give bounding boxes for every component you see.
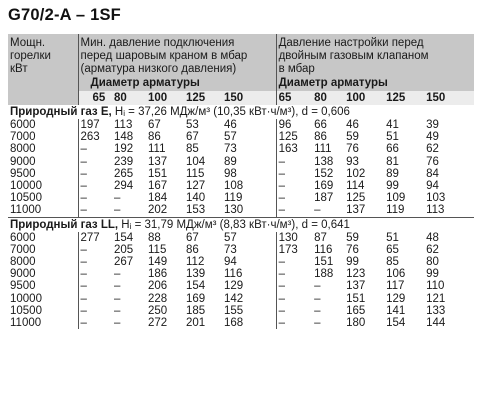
setting-pressure-cell: – <box>276 180 312 192</box>
diameter-min-125: 125 <box>184 91 222 105</box>
burner-power-cell: 10500 <box>10 304 42 317</box>
table-row <box>8 204 474 217</box>
setting-pressure-cell: 133 <box>426 304 446 317</box>
diameter-min-80: 80 <box>112 91 146 105</box>
setting-pressure-cell: 117 <box>386 280 405 293</box>
setting-pressure-cell: – <box>276 268 312 280</box>
setting-pressure-cell: 113 <box>426 204 445 217</box>
min-pressure-cell: 46 <box>224 119 237 131</box>
table-row <box>8 293 474 305</box>
min-pressure-cell: – <box>78 192 112 204</box>
diameter-set-80: 80 <box>312 91 344 105</box>
min-pressure-cell: 206 <box>148 280 168 293</box>
setting-pressure-cell: 59 <box>346 231 359 244</box>
min-pressure-cell: 205 <box>114 243 134 256</box>
min-pressure-cell: 168 <box>224 317 244 330</box>
setting-pressure-cell: 123 <box>346 268 366 281</box>
setting-pressure-cell: 130 <box>276 232 312 244</box>
min-pressure-cell: 89 <box>224 155 237 168</box>
min-pressure-cell: 267 <box>114 256 134 269</box>
setting-pressure-cell: 76 <box>346 143 359 156</box>
setting-pressure-cell: – <box>314 204 321 217</box>
min-pressure-cell: 137 <box>148 155 168 168</box>
min-pressure-header: Мин. давление подключения перед шаровым краном в мбар (арматура низкого давления) <box>78 34 276 76</box>
setting-pressure-cell: 94 <box>426 180 439 193</box>
min-pressure-cell: – <box>78 180 112 192</box>
min-pressure-cell: 57 <box>224 231 237 244</box>
table-row <box>8 244 474 256</box>
burner-power-cell: 10000 <box>10 180 42 193</box>
min-pressure-cell: 86 <box>148 131 161 144</box>
table-header-row <box>8 34 474 76</box>
table-row <box>8 268 474 280</box>
diameter-set-150: 150 <box>424 91 474 105</box>
setting-pressure-cell: 65 <box>386 243 399 256</box>
min-pressure-cell: 239 <box>114 155 134 168</box>
page-title: G70/2-A – 1SF <box>8 6 121 24</box>
setting-pressure-cell: 187 <box>314 192 334 205</box>
setting-pressure-cell: 39 <box>426 119 439 131</box>
burner-power-cell: 11000 <box>10 317 42 330</box>
burner-power-cell: 6000 <box>10 231 36 244</box>
min-pressure-cell: – <box>114 280 121 293</box>
min-pressure-cell: 202 <box>148 204 168 217</box>
setting-pressure-cell: 180 <box>346 317 366 330</box>
setting-pressure-cell: – <box>276 280 312 292</box>
min-pressure-cell: 139 <box>186 268 206 281</box>
min-pressure-cell: – <box>114 317 121 330</box>
min-pressure-cell: 94 <box>224 256 237 269</box>
setting-pressure-cell: 137 <box>346 280 366 293</box>
min-pressure-cell: 115 <box>186 167 205 180</box>
setting-pressure-cell: 49 <box>426 131 439 144</box>
setting-pressure-cell: 66 <box>314 119 327 131</box>
setting-pressure-cell: – <box>314 280 321 293</box>
setting-pressure-cell: 41 <box>386 119 399 131</box>
min-pressure-cell: 130 <box>224 204 244 217</box>
min-pressure-cell: 197 <box>78 119 112 131</box>
min-pressure-cell: 154 <box>114 231 134 244</box>
table-row <box>8 168 474 180</box>
diameter-label-set: Диаметр арматуры <box>276 76 474 91</box>
setting-pressure-cell: 99 <box>386 180 399 193</box>
min-pressure-cell: 86 <box>186 243 199 256</box>
setting-pressure-cell: – <box>276 168 312 180</box>
setting-pressure-cell: 81 <box>386 155 399 168</box>
table-row <box>8 119 474 131</box>
min-pressure-cell: 149 <box>148 256 168 269</box>
min-pressure-cell: – <box>78 256 112 268</box>
setting-pressure-cell: – <box>276 293 312 305</box>
setting-pressure-cell: – <box>276 204 312 217</box>
min-pressure-cell: – <box>114 268 121 281</box>
setting-pressure-cell: 96 <box>276 119 312 131</box>
min-pressure-cell: 263 <box>78 131 112 143</box>
table-row <box>8 256 474 268</box>
setting-pressure-cell: 89 <box>386 167 399 180</box>
setting-pressure-cell: 125 <box>346 192 366 205</box>
min-pressure-cell: 119 <box>224 192 243 205</box>
min-pressure-cell: 154 <box>186 280 206 293</box>
min-pressure-cell: 142 <box>224 292 244 305</box>
diameter-label-row <box>8 76 474 91</box>
burner-power-cell: 8000 <box>10 256 36 269</box>
gas-name: Природный газ LL, <box>10 218 122 231</box>
min-pressure-cell: 228 <box>148 292 168 305</box>
setting-pressure-cell: 188 <box>314 268 334 281</box>
min-pressure-cell: – <box>78 305 112 317</box>
min-pressure-cell: 140 <box>186 192 206 205</box>
min-pressure-cell: 73 <box>224 243 237 256</box>
min-pressure-cell: 111 <box>148 143 166 156</box>
diameter-set-65: 65 <box>276 91 312 105</box>
min-pressure-cell: – <box>78 317 112 329</box>
burner-power-cell: 10000 <box>10 292 42 305</box>
setting-pressure-cell: 110 <box>426 280 445 293</box>
pressure-table <box>8 34 474 329</box>
setting-pressure-cell: 99 <box>426 268 439 281</box>
setting-pressure-cell: 86 <box>314 131 327 144</box>
setting-pressure-cell: 59 <box>346 131 359 144</box>
setting-pressure-cell: 152 <box>314 167 334 180</box>
min-pressure-cell: 88 <box>148 231 161 244</box>
diameter-min-150: 150 <box>222 91 276 105</box>
min-pressure-cell: 185 <box>186 304 206 317</box>
setting-pressure-cell: 125 <box>276 131 312 143</box>
min-pressure-cell: 67 <box>186 131 199 144</box>
min-pressure-cell: – <box>114 292 121 305</box>
setting-pressure-cell: – <box>314 292 321 305</box>
setting-pressure-cell: 87 <box>314 231 327 244</box>
setting-pressure-cell: 99 <box>346 256 359 269</box>
min-pressure-cell: – <box>78 143 112 155</box>
setting-pressure-cell: – <box>276 192 312 204</box>
setting-pressure-cell: 51 <box>386 131 399 144</box>
min-pressure-cell: 184 <box>148 192 168 205</box>
setting-pressure-cell: – <box>276 317 312 329</box>
setting-pressure-cell: 46 <box>346 119 359 131</box>
burner-power-cell: 9000 <box>10 155 36 168</box>
setting-pressure-cell: 76 <box>426 155 439 168</box>
setting-pressure-cell: 85 <box>386 256 399 269</box>
table-row <box>8 192 474 204</box>
min-pressure-cell: 277 <box>78 232 112 244</box>
min-pressure-cell: 67 <box>148 119 161 131</box>
setting-pressure-cell: 111 <box>314 143 332 156</box>
diameter-min-65: 65 <box>78 91 112 105</box>
burner-power-cell: 9500 <box>10 167 36 180</box>
min-pressure-cell: 272 <box>148 317 168 330</box>
setting-pressure-cell: – <box>276 156 312 168</box>
gas-section-header <box>8 217 474 232</box>
min-pressure-cell: 85 <box>186 143 199 156</box>
burner-power-cell: 10500 <box>10 192 42 205</box>
min-pressure-cell: 129 <box>224 280 244 293</box>
min-pressure-cell: 113 <box>114 119 133 131</box>
min-pressure-cell: 67 <box>186 231 199 244</box>
setting-pressure-cell: 121 <box>426 292 446 305</box>
burner-power-cell: 6000 <box>10 119 36 131</box>
setting-pressure-cell: 114 <box>346 180 365 193</box>
min-pressure-cell: 148 <box>114 131 134 144</box>
table-row <box>8 143 474 155</box>
setting-pressure-cell: – <box>314 317 321 330</box>
table-row <box>8 317 474 329</box>
burner-power-cell: 11000 <box>10 204 42 217</box>
min-pressure-cell: – <box>114 192 121 205</box>
setting-pressure-cell: 163 <box>276 143 312 155</box>
min-pressure-cell: 169 <box>186 292 206 305</box>
setting-pressure-cell: – <box>314 304 321 317</box>
setting-pressure-cell: 173 <box>276 244 312 256</box>
setting-pressure-cell: – <box>276 256 312 268</box>
diameter-min-100: 100 <box>146 91 184 105</box>
setting-pressure-cell: 48 <box>426 231 439 244</box>
setting-pressure-cell: 151 <box>346 292 366 305</box>
table-row <box>8 180 474 192</box>
min-pressure-cell: 127 <box>186 180 206 193</box>
min-pressure-cell: 155 <box>224 304 244 317</box>
table-row <box>8 305 474 317</box>
min-pressure-cell: 73 <box>224 143 237 156</box>
setting-pressure-cell: 62 <box>426 143 439 156</box>
setting-pressure-cell: 151 <box>314 256 334 269</box>
setting-pressure-cell: 84 <box>426 167 439 180</box>
min-pressure-cell: – <box>78 204 112 217</box>
setting-pressure-cell: 165 <box>346 304 366 317</box>
min-pressure-cell: 98 <box>224 167 237 180</box>
min-pressure-cell: 151 <box>148 167 168 180</box>
min-pressure-cell: – <box>114 304 121 317</box>
gas-spec: $H_i = 37,26$ МДж/м³ (10,35 кВт·ч/м³), d = 0,606 <box>114 106 350 118</box>
min-pressure-cell: 294 <box>114 180 134 193</box>
power-column-header: Мощн. горелки кВт <box>8 34 78 105</box>
setting-pressure-cell: 93 <box>346 155 359 168</box>
diameter-set-100: 100 <box>344 91 384 105</box>
diameter-values-row <box>8 91 474 105</box>
setting-pressure-cell: 119 <box>386 204 405 217</box>
min-pressure-cell: 104 <box>186 155 206 168</box>
min-pressure-cell: – <box>78 156 112 168</box>
min-pressure-cell: 112 <box>186 256 205 269</box>
min-pressure-cell: – <box>78 168 112 180</box>
setting-pressure-cell: 80 <box>426 256 439 269</box>
min-pressure-cell: 53 <box>186 119 199 131</box>
gas-section-title <box>8 217 474 232</box>
min-pressure-cell: 201 <box>186 317 206 330</box>
table-row <box>8 280 474 292</box>
gas-name: Природный газ E, <box>10 106 115 118</box>
min-pressure-cell: 186 <box>148 268 168 281</box>
gas-section-title <box>8 105 474 119</box>
setting-pressure-cell: 51 <box>386 231 399 244</box>
min-pressure-cell: 108 <box>224 180 244 193</box>
setting-pressure-cell: 154 <box>386 317 406 330</box>
min-pressure-cell: – <box>78 244 112 256</box>
setting-pressure-cell: 129 <box>386 292 406 305</box>
setting-pressure-cell: 62 <box>426 243 439 256</box>
setting-pressure-cell: 109 <box>386 192 406 205</box>
gas-section-header <box>8 105 474 119</box>
min-pressure-cell: 250 <box>148 304 168 317</box>
diameter-label-min: Диаметр арматуры <box>78 76 276 91</box>
setting-pressure-cell: 116 <box>314 243 333 256</box>
setting-pressure-cell: 141 <box>386 304 406 317</box>
burner-power-cell: 9500 <box>10 280 36 293</box>
setting-pressure-header: Давление настройки перед двойным газовым клапаном в мбар <box>276 34 474 76</box>
table-row <box>8 156 474 168</box>
setting-pressure-cell: 102 <box>346 167 366 180</box>
burner-power-cell: 8000 <box>10 143 36 156</box>
setting-pressure-cell: 103 <box>426 192 446 205</box>
table-row <box>8 232 474 244</box>
setting-pressure-cell: 66 <box>386 143 399 156</box>
burner-power-cell: 7000 <box>10 243 36 256</box>
min-pressure-cell: – <box>78 268 112 280</box>
min-pressure-cell: 167 <box>148 180 168 193</box>
setting-pressure-cell: 144 <box>426 317 446 330</box>
min-pressure-cell: 153 <box>186 204 206 217</box>
setting-pressure-cell: 76 <box>346 243 359 256</box>
setting-pressure-cell: 106 <box>386 268 406 281</box>
min-pressure-cell: 192 <box>114 143 134 156</box>
setting-pressure-cell: 137 <box>346 204 366 217</box>
min-pressure-cell: – <box>114 204 121 217</box>
table-row <box>8 131 474 143</box>
gas-spec: $H_i = 31,79$ МДж/м³ (8,83 кВт·ч/м³), d = 0,641 <box>121 218 350 231</box>
setting-pressure-cell: 138 <box>314 155 334 168</box>
min-pressure-cell: 57 <box>224 131 237 144</box>
burner-power-cell: 9000 <box>10 268 36 281</box>
diameter-set-125: 125 <box>384 91 424 105</box>
min-pressure-cell: 115 <box>148 243 167 256</box>
setting-pressure-cell: – <box>276 305 312 317</box>
min-pressure-cell: – <box>78 293 112 305</box>
setting-pressure-cell: 169 <box>314 180 334 193</box>
min-pressure-cell: 265 <box>114 167 134 180</box>
min-pressure-cell: 116 <box>224 268 243 281</box>
burner-power-cell: 7000 <box>10 131 36 144</box>
min-pressure-cell: – <box>78 280 112 292</box>
